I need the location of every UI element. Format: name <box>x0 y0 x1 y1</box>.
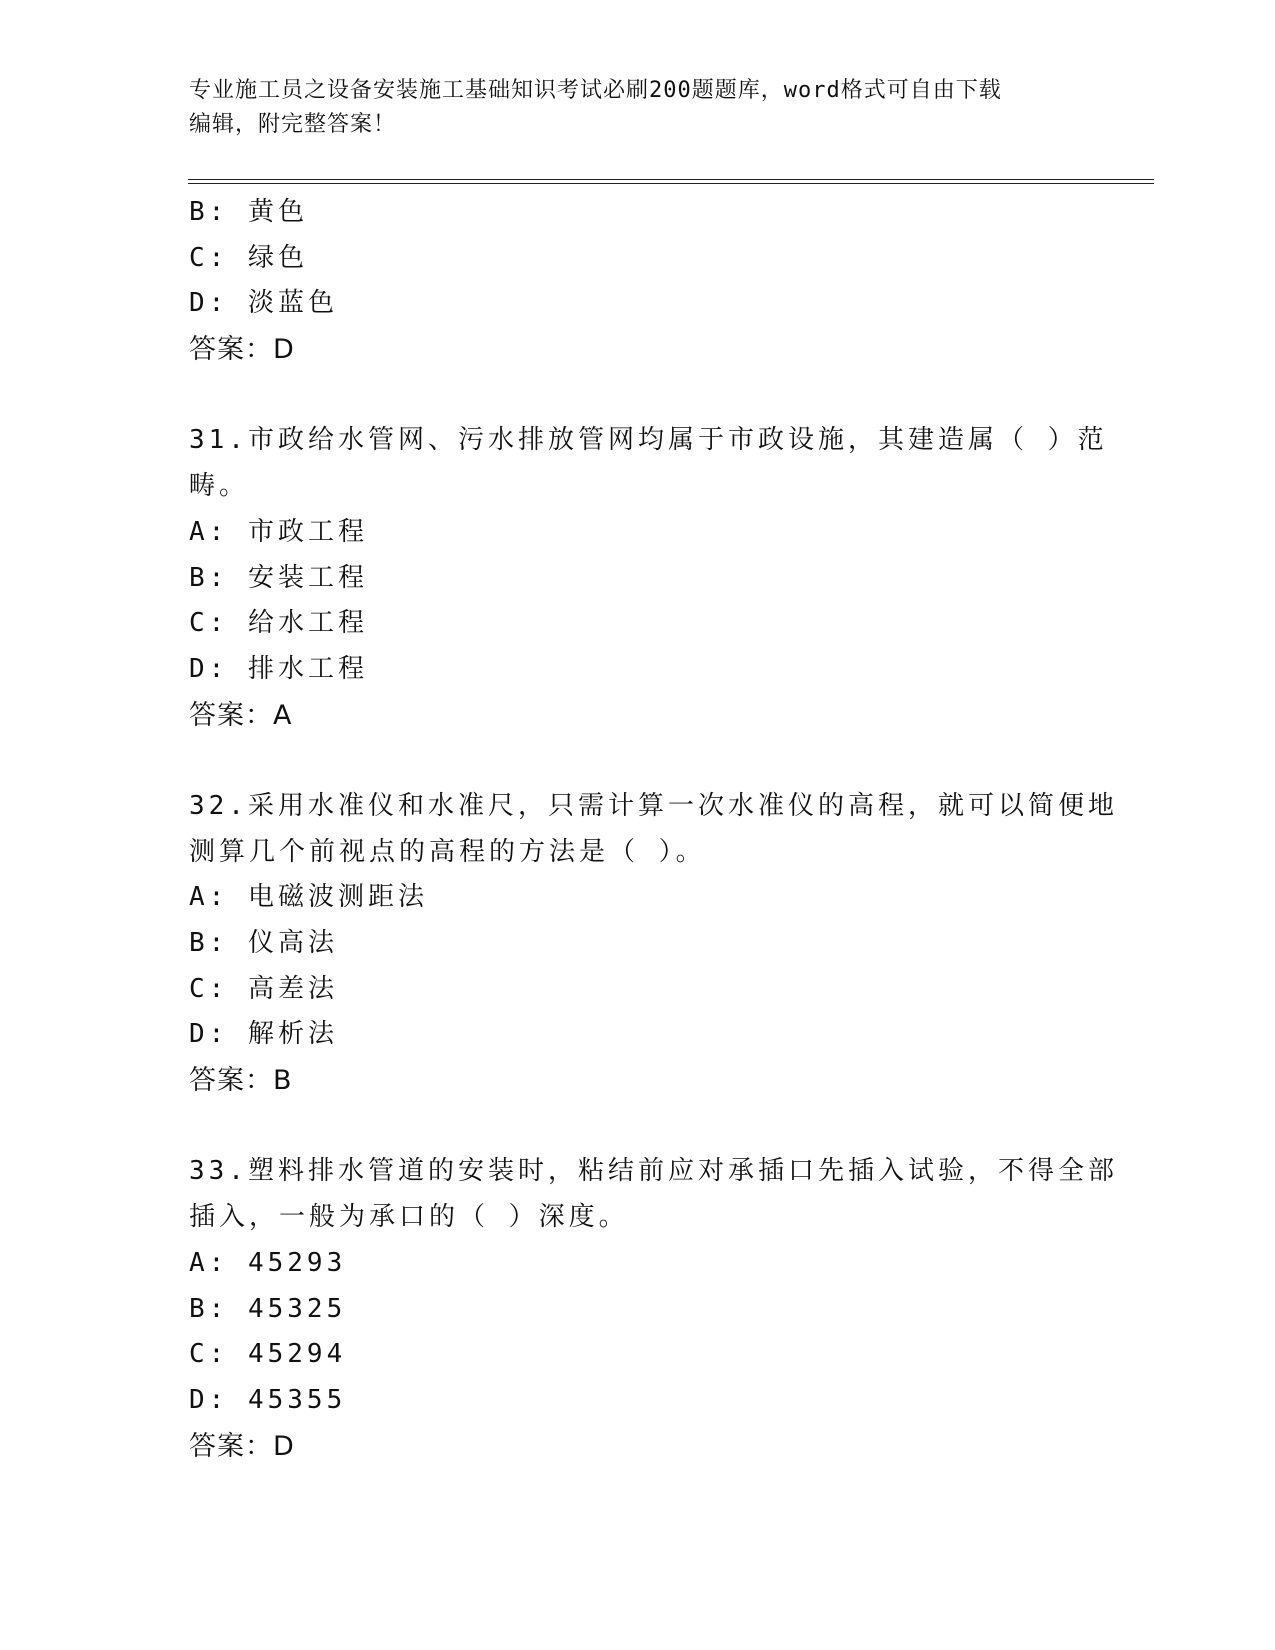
answer-line: 答案：D <box>189 334 295 366</box>
question-block-31 <box>189 418 1108 738</box>
question-list <box>189 190 1118 1469</box>
answer-line: 答案：D <box>189 1430 295 1462</box>
option-c: C: 绿色 <box>189 242 308 273</box>
question-block-32 <box>189 784 1118 1104</box>
document-header <box>189 74 1079 142</box>
spacer <box>189 373 1089 419</box>
option-a: A: 45293 <box>189 1247 347 1278</box>
question-block-30-continued <box>189 190 1089 373</box>
option-a: A: 市政工程 <box>189 516 368 547</box>
spacer <box>189 1104 1089 1150</box>
option-d: D: 排水工程 <box>189 653 368 684</box>
header-title-line-2: 编辑，附完整答案！ <box>189 112 397 137</box>
option-c: C: 高差法 <box>189 973 338 1004</box>
option-b: B: 黄色 <box>189 197 308 227</box>
question-text-line-1: 33.塑料排水管道的安装时，粘结前应对承插口先插入试验，不得全部 <box>189 1156 1118 1187</box>
option-c: C: 给水工程 <box>189 608 368 639</box>
answer-line: 答案：A <box>189 699 293 731</box>
option-c: C: 45294 <box>189 1339 347 1370</box>
spacer <box>189 738 1089 784</box>
answer-line: 答案：B <box>189 1065 293 1097</box>
option-b: B: 安装工程 <box>189 562 368 593</box>
option-d: D: 45355 <box>189 1384 347 1415</box>
question-text-line-2: 畴。 <box>189 471 250 502</box>
question-text-line-1: 31.市政给水管网、污水排放管网均属于市政设施，其建造属（ ）范 <box>189 425 1108 456</box>
header-title-line-1: 专业施工员之设备安装施工基础知识考试必刷200题题库，word格式可自由下载 <box>189 78 1002 103</box>
option-b: B: 45325 <box>189 1293 347 1324</box>
option-b: B: 仪高法 <box>189 928 338 958</box>
option-d: D: 淡蓝色 <box>189 288 338 319</box>
option-d: D: 解析法 <box>189 1019 338 1050</box>
question-text-line-2: 插入，一般为承口的（ ）深度。 <box>189 1202 629 1233</box>
header-rule-top <box>188 179 1154 180</box>
header-rule-bottom <box>188 183 1154 184</box>
question-text-line-1: 32.采用水准仪和水准尺，只需计算一次水准仪的高程，就可以简便地 <box>189 790 1118 821</box>
question-block-33 <box>189 1149 1118 1469</box>
question-text-line-2: 测算几个前视点的高程的方法是（ ）。 <box>189 836 706 867</box>
option-a: A: 电磁波测距法 <box>189 882 428 913</box>
